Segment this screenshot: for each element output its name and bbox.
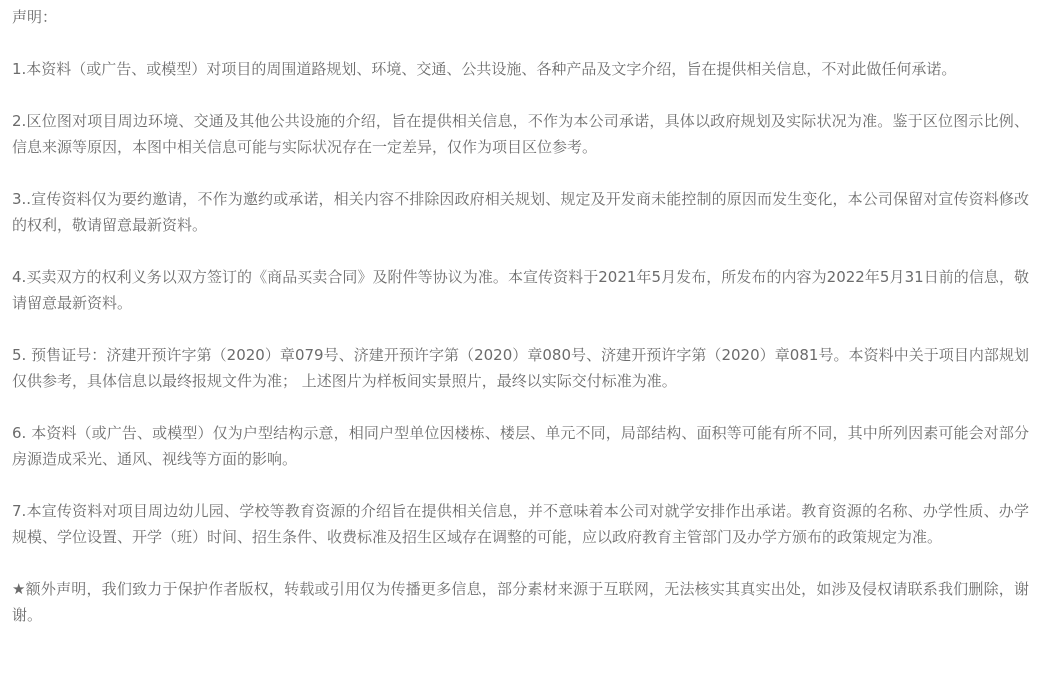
- disclaimer-heading: 声明：: [12, 8, 58, 26]
- disclaimer-item-2: 2.区位图对项目周边环境、交通及其他公共设施的介绍，旨在提供相关信息，不作为本公司承诺，具体以政府规划及实际状况为准。鉴于区位图示比例、信息来源等原因，本图中相关信息可能与实际状况存在一定差异，仅作为项目区位参考。: [12, 112, 1029, 156]
- disclaimer-item-4: 4.买卖双方的权利义务以双方签订的《商品买卖合同》及附件等协议为准。本宣传资料于2021年5月发布，所发布的内容为2022年5月31日前的信息，敬请留意最新资料。: [12, 268, 1029, 312]
- disclaimer-item-7: 7.本宣传资料对项目周边幼儿园、学校等教育资源的介绍旨在提供相关信息，并不意味着本公司对就学安排作出承诺。教育资源的名称、办学性质、办学规模、学位设置、开学（班）时间、招生条件、收费标准及招生区域存在调整的可能，应以政府教育主管部门及办学方颁布的政策规定为准。: [12, 502, 1029, 546]
- disclaimer-item-6: 6. 本资料（或广告、或模型）仅为户型结构示意，相同户型单位因楼栋、楼层、单元不同，局部结构、面积等可能有所不同，其中所列因素可能会对部分房源造成采光、通风、视线等方面的影响。: [12, 424, 1029, 468]
- disclaimer-item-5: 5. 预售证号：济建开预许字第（2020）章079号、济建开预许字第（2020）章080号、济建开预许字第（2020）章081号。本资料中关于项目内部规划仅供参考，具体信息以最终报规文件为准； 上述图片为样板间实景照片，最终以实际交付标准为准。: [12, 346, 1029, 390]
- disclaimer-item-3: 3..宣传资料仅为要约邀请，不作为邀约或承诺，相关内容不排除因政府相关规划、规定及开发商未能控制的原因而发生变化，本公司保留对宣传资料修改的权利，敬请留意最新资料。: [12, 190, 1029, 234]
- disclaimer-item-1: 1.本资料（或广告、或模型）对项目的周围道路规划、环境、交通、公共设施、各种产品及文字介绍，旨在提供相关信息，不对此做任何承诺。: [12, 60, 957, 78]
- extra-disclaimer: ★额外声明，我们致力于保护作者版权，转载或引用仅为传播更多信息，部分素材来源于互联网，无法核实其真实出处，如涉及侵权请联系我们删除，谢谢。: [12, 580, 1029, 624]
